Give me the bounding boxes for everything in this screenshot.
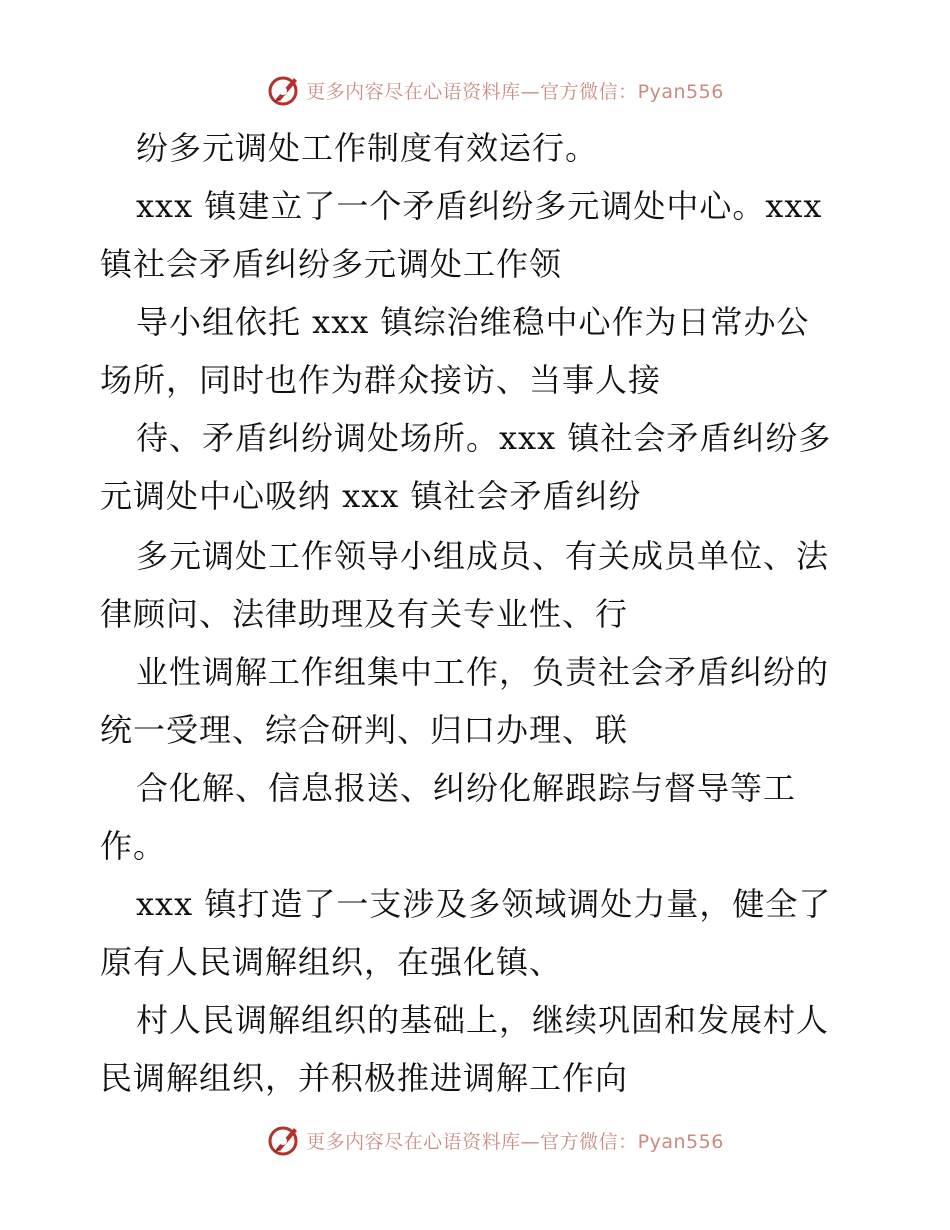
quill-logo-icon	[266, 1122, 302, 1158]
text-line: 作。	[100, 827, 167, 865]
text-line: 纷多元调处工作制度有效运行。	[136, 129, 599, 167]
text-line: 场所，同时也作为群众接访、当事人接	[100, 361, 662, 399]
text-line: 民调解组织，并积极推进调解工作向	[100, 1059, 629, 1097]
text-line: 业性调解工作组集中工作，负责社会矛盾纠纷的	[136, 653, 830, 691]
text-line: 元调处中心吸纳 xxx 镇社会矛盾纠纷	[100, 477, 642, 515]
text-line: 待、矛盾纠纷调处场所。xxx 镇社会矛盾纠纷多	[136, 419, 832, 457]
footer-banner-inner	[266, 1122, 724, 1158]
text-line: 多元调处工作领导小组成员、有关成员单位、法	[136, 537, 830, 575]
text-line: 统一受理、综合研判、归口办理、联	[100, 711, 629, 749]
footer-banner-text: 更多内容尽在心语资料库—官方微信：Pyan556	[306, 1130, 724, 1153]
text-line: 村人民调解组织的基础上，继续巩固和发展村人	[136, 1001, 830, 1039]
text-line: 律顾问、法律助理及有关专业性、行	[100, 595, 629, 633]
header-banner-text: 更多内容尽在心语资料库—官方微信：Pyan556	[306, 80, 724, 103]
footer-banner	[0, 1120, 950, 1160]
text-line: 导小组依托 xxx 镇综治维稳中心作为日常办公	[136, 303, 810, 341]
text-line: 镇社会矛盾纠纷多元调处工作领	[100, 245, 563, 283]
text-line: 合化解、信息报送、纠纷化解跟踪与督导等工	[136, 769, 797, 807]
text-line: 原有人民调解组织，在强化镇、	[100, 943, 563, 981]
text-line: xxx 镇建立了一个矛盾纠纷多元调处中心。xxx	[136, 187, 823, 225]
text-line: xxx 镇打造了一支涉及多领域调处力量，健全了	[136, 885, 832, 923]
